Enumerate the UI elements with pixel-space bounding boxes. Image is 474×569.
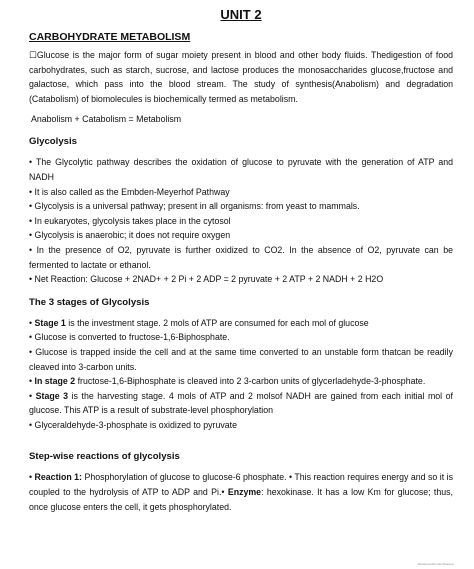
stepwise-heading: Step-wise reactions of glycolysis <box>29 451 180 463</box>
glycolysis-heading: Glycolysis <box>29 136 77 148</box>
intro-paragraph: ☐Glucose is the major form of sugar moiety present in blood and other body fluids. Thedigestion of food carbohydrates, such as starch, sucrose, and lactose produces the monosaccharides glucose,fructose and galactose, which pass into the blood stream. The study of synthesis(Anabolism) and degradation (Catabolism) of biomolecules is biochemically termed as metabolism. <box>29 50 453 104</box>
list-item: • In eukaryotes, glycolysis takes place in the cytosol <box>29 215 231 226</box>
document-page <box>29 0 453 514</box>
main-heading: CARBOHYDRATE METABOLISM <box>29 31 191 43</box>
scanner-footer-note: Scanned with CamScanner <box>417 562 454 566</box>
list-item: • Glycolysis is a universal pathway; present in all organisms: from yeast to mammals. <box>29 201 360 212</box>
unit-title: UNIT 2 <box>220 7 262 22</box>
list-item: • Glyceraldehyde-3-phosphate is oxidized to pyruvate <box>29 419 237 430</box>
stages-heading: The 3 stages of Glycolysis <box>29 296 150 308</box>
list-item: • The Glycolytic pathway describes the oxidation of glucose to pyruvate with the generation of ATP and NADH <box>29 157 453 182</box>
list-item: • In stage 2 fructose-1,6-Biphosphate is cleaved into 2 3-carbon units of glycerladehyde-3-phosphate. <box>29 376 426 387</box>
list-item: • Glucose is trapped inside the cell and at the same time converted to an unstable form thatcan be readily cleaved into 3-carbon units. <box>29 346 453 372</box>
list-item: • Glucose is converted to fructose-1,6-Biphosphate. <box>29 332 230 343</box>
list-item: • Glycolysis is anaerobic; it does not require oxygen <box>29 230 231 241</box>
list-item: • It is also called as the Embden-Meyerhof Pathway <box>29 186 230 197</box>
stages-bullet-list <box>29 316 453 433</box>
reaction-1-paragraph: • Reaction 1: Phosphorylation of glucose to glucose-6 phosphate. • This reaction requires energy and so it is coupled to the hydrolysis of ATP to ADP and Pi.• Enzyme: hexokinase. It has a low Km for glucose; thus, once glucose enters the cell, it gets phosphorylated. <box>29 472 453 512</box>
metabolism-equation: Anabolism + Catabolism = Metabolism <box>31 114 182 125</box>
glycolysis-bullet-list <box>29 155 453 286</box>
list-item: • Stage 1 is the investment stage. 2 mols of ATP are consumed for each mol of glucose <box>29 317 369 328</box>
list-item: • Net Reaction: Glucose + 2NAD+ + 2 Pi + 2 ADP = 2 pyruvate + 2 ATP + 2 NADH + 2 H2O <box>29 274 384 285</box>
list-item: • Stage 3 is the harvesting stage. 4 mols of ATP and 2 molsof NADH are gained from each initial mol of glucose. This ATP is a result of substrate-level phosphorylation <box>29 390 453 416</box>
list-item: • In the presence of O2, pyruvate is further oxidized to CO2. In the absence of O2, pyruvate can be fermented to lactate or ethanol. <box>29 244 453 270</box>
